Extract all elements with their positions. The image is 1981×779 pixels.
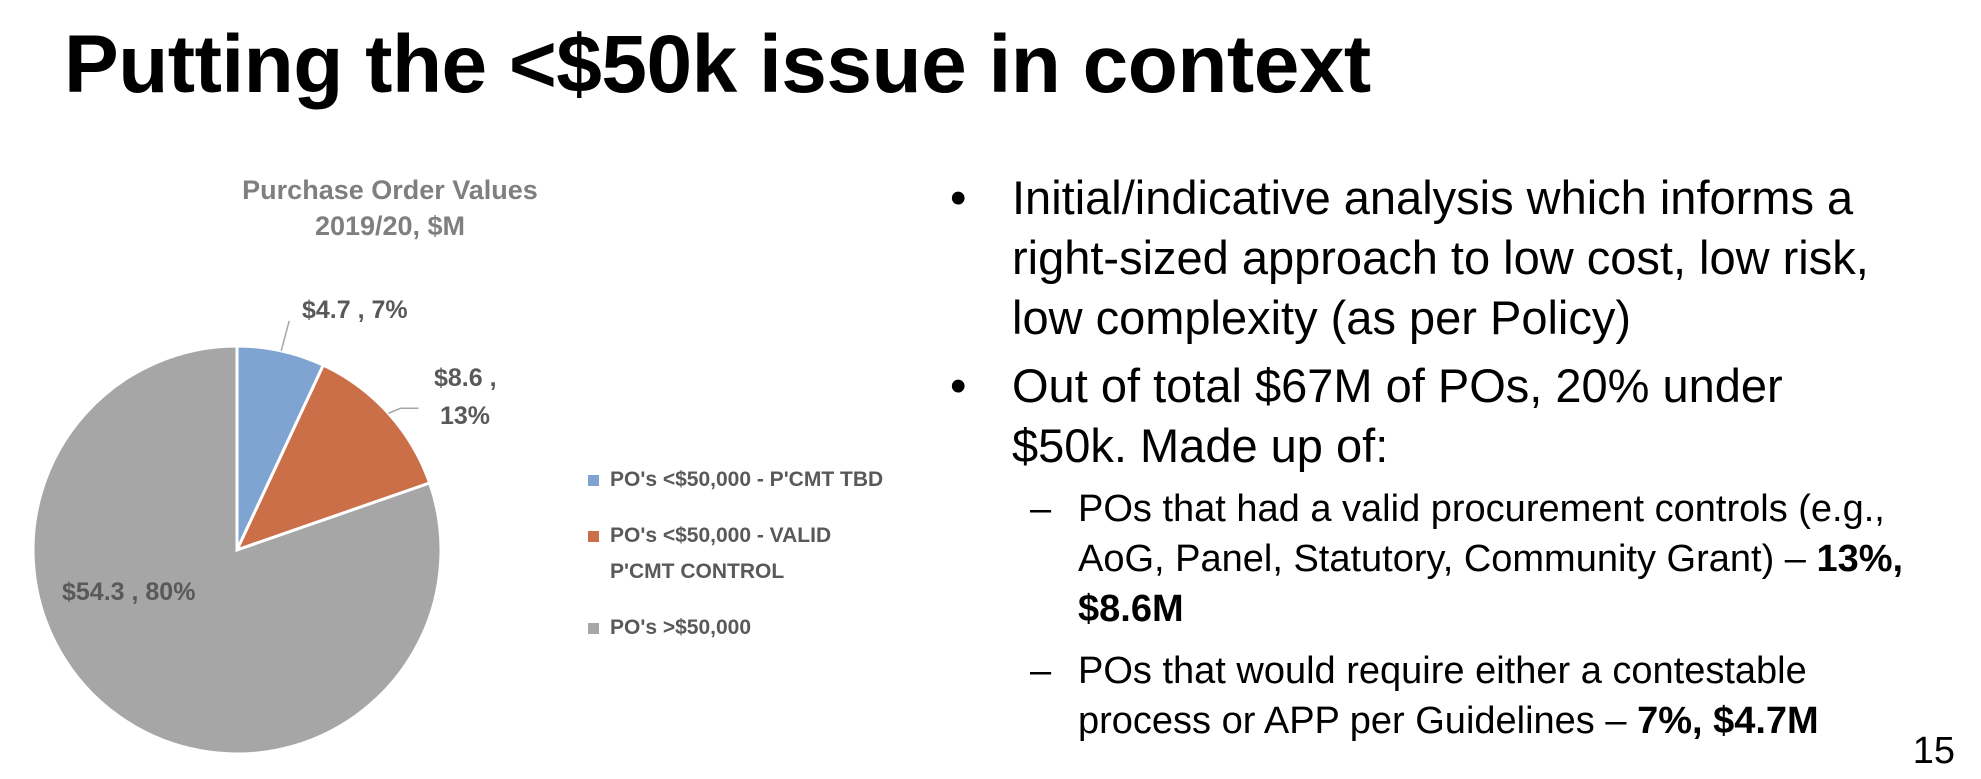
sub-bullet-highlight: 7%, $4.7M <box>1637 700 1819 742</box>
sub-bullet-highlight: 13%, $8.6M <box>1078 538 1904 630</box>
legend-label-valid-control: PO's <$50,000 - VALID P'CMT CONTROL <box>610 524 832 583</box>
legend-item-over-50k <box>588 610 898 646</box>
bullet-item <box>950 356 1910 476</box>
data-label-valid-control-pct: 13% <box>440 402 491 430</box>
legend-label-over-50k: PO's >$50,000 <box>610 616 752 639</box>
data-label-tbd: $4.7 , 7% <box>302 296 408 324</box>
legend-swatch-valid-control <box>588 531 599 542</box>
bullet-text: Out of total $67M of POs, 20% under $50k. Made up of: <box>1012 359 1783 472</box>
slide-title: Putting the <$50k issue in context <box>64 19 1371 110</box>
dash-icon: – <box>1030 488 1052 530</box>
sub-bullet-text: POs that had a valid procurement controls (e.g., AoG, Panel, Statutory, Community Grant) – <box>1078 488 1885 580</box>
dash-icon: – <box>1030 650 1052 692</box>
legend-swatch-over-50k <box>588 623 599 634</box>
sub-bullet-item <box>950 646 1910 746</box>
pie-chart <box>0 0 960 779</box>
page-number: 15 <box>1912 730 1955 772</box>
sub-bullet-text: POs that would require either a contestable process or APP per Guidelines – <box>1078 650 1807 742</box>
bullet-text: Initial/indicative analysis which informs a right-sized approach to low cost, low risk, low complexity (as per Policy) <box>1012 171 1869 344</box>
legend-label-tbd: PO's <$50,000 - P'CMT TBD <box>610 468 884 491</box>
legend-item-tbd <box>588 462 898 498</box>
bullet-dot-icon: • <box>950 359 967 412</box>
data-label-over-50k: $54.3 , 80% <box>62 578 196 606</box>
chart-title-line1: Purchase Order Values <box>242 175 538 205</box>
data-label-valid-control: $8.6 , <box>434 364 497 392</box>
sub-bullet-item <box>950 484 1910 634</box>
legend-swatch-tbd <box>588 475 599 486</box>
bullet-list <box>950 168 1910 758</box>
bullet-item <box>950 168 1910 348</box>
chart-legend <box>588 462 898 646</box>
chart-title-line2: 2019/20, $M <box>314 211 466 242</box>
leader-line-tbd <box>281 321 289 351</box>
bullet-dot-icon: • <box>950 171 967 224</box>
leader-line-valid-control <box>388 408 418 413</box>
legend-item-valid-control <box>588 518 898 590</box>
sub-bullet-list <box>950 484 1910 746</box>
